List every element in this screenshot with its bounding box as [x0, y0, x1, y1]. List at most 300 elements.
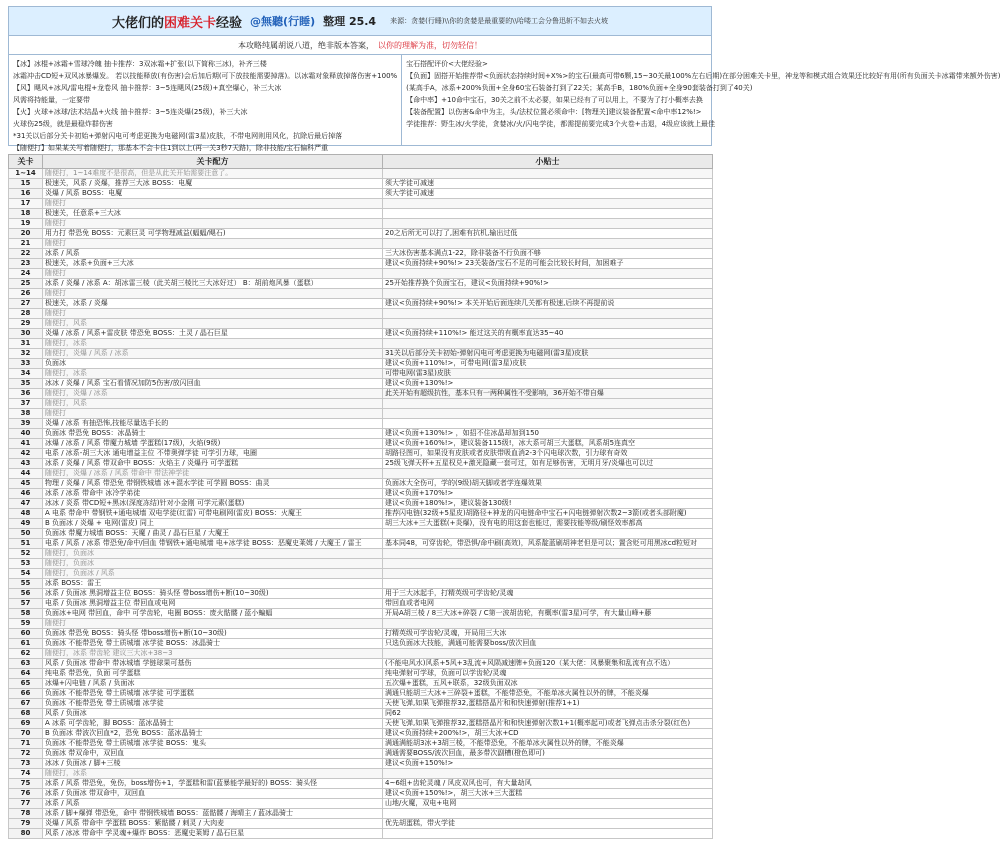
config-cell: 风系 / 负面冰 带命中 带冰城墙 学链球果可基伤	[43, 659, 383, 669]
table-row	[9, 419, 713, 429]
level-cell: 32	[9, 349, 43, 359]
config-cell: 随便打	[43, 309, 383, 319]
col-tips-header: 小贴士	[383, 155, 713, 169]
config-cell: 炎爆 / 冰系 有抽恐怖,技能尽量选手长的	[43, 419, 383, 429]
level-cell: 80	[9, 829, 43, 839]
tips-cell: 三大冰伤害基本满点1-22，除非装备不行负面不够	[383, 249, 713, 259]
table-row	[9, 559, 713, 569]
tips-cell	[383, 209, 713, 219]
table-row	[9, 779, 713, 789]
config-cell: 负面冰 不能带恐免 带土质城墙 冰学徒	[43, 699, 383, 709]
config-cell: 冰系 / 炎爆 / 冰系 A：胡冰雷三棱（此关胡三棱比三大冰好过） B：胡前炮风暴（蛋糕）	[43, 279, 383, 289]
level-cell: 29	[9, 319, 43, 329]
config-cell: 冰系 / 冰系 带命中 冰冷学弟徒	[43, 489, 383, 499]
table-row	[9, 259, 713, 269]
config-cell: 随便打，炎爆 / 冰系 / 风系 带命中 带法神学徒	[43, 469, 383, 479]
guide-sheet	[8, 6, 1001, 839]
level-cell: 60	[9, 629, 43, 639]
level-cell: 48	[9, 509, 43, 519]
tips-cell: 此关开始有超级抗性，基本只有一两种属性不受影响，36开始不带自爆	[383, 389, 713, 399]
config-cell: 极速关，冰系 / 炎爆	[43, 299, 383, 309]
level-cell: 47	[9, 499, 43, 509]
tips-cell: 只选负面冰大技能，满通可能需要boss/放次回血	[383, 639, 713, 649]
config-cell: 随便打	[43, 199, 383, 209]
config-cell: 负面冰+电网 带回血，命中 可学齿轮，电圈 BOSS：废火骷髅 / 蓝小蝙蝠	[43, 609, 383, 619]
author-handle: @無聽(行睡)	[250, 15, 316, 28]
table-row	[9, 249, 713, 259]
level-cell: 28	[9, 309, 43, 319]
table-row	[9, 269, 713, 279]
config-cell: 风系 / 冰冰 带命中 学灵魂+爆炸 BOSS：恶魔史莱姆 / 晶石巨星	[43, 829, 383, 839]
table-row	[9, 339, 713, 349]
level-cell: 18	[9, 209, 43, 219]
table-row	[9, 579, 713, 589]
level-cell: 62	[9, 649, 43, 659]
level-cell: 69	[9, 719, 43, 729]
note-line: 学徒推荐：野生冰/火学徒，贪婪冰/火/闪电学徒，都需提前要完成3个火卷+击退，4级应该就上最佳	[406, 120, 716, 128]
table-row	[9, 629, 713, 639]
note-line: 火球伤25级，就是最稳炸群伤害	[13, 120, 113, 128]
tips-cell: 建议<负面持续+90%!> 本关开始后面连续几关都有极速,后续不再提前说	[383, 299, 713, 309]
level-cell: 79	[9, 819, 43, 829]
level-cell: 51	[9, 539, 43, 549]
config-cell: B 负面冰 带波次回血*2，恐免 BOSS：蓝冰晶骑士	[43, 729, 383, 739]
config-cell: 随便打，冰系	[43, 339, 383, 349]
config-cell: 冰爆 / 冰系 / 风系 带魔力城墙 学蛋糕(17级)，火焰(9级)	[43, 439, 383, 449]
table-row	[9, 479, 713, 489]
tips-cell	[383, 409, 713, 419]
config-cell: 随便打	[43, 409, 383, 419]
table-row	[9, 729, 713, 739]
table-row	[9, 379, 713, 389]
level-cell: 73	[9, 759, 43, 769]
tips-cell	[383, 769, 713, 779]
level-cell: 49	[9, 519, 43, 529]
config-cell: 随便打	[43, 289, 383, 299]
config-cell: 冰系 / 风系	[43, 249, 383, 259]
tips-cell	[383, 569, 713, 579]
table-row	[9, 309, 713, 319]
tips-cell: 优先胡蛋糕，带火学徒	[383, 819, 713, 829]
config-cell: 用力打 带恐免 BOSS：元素巨灵 可学物理减益(蝠蝠/飓石)	[43, 229, 383, 239]
tips-cell: 建议<负面+160%!>，建议装备115级!，冰大系可胡三大蛋糕，风系胡5连真空	[383, 439, 713, 449]
notes-panel	[8, 55, 1001, 152]
tips-cell: 负面冰大全伤可，学的(9级)胡天脚或者学连爆效果	[383, 479, 713, 489]
source-credit: 来源：贪婪(行睡)\\你的贪婪是最重要的\\哈喽工会分鲁迅斩不如去火坡	[390, 17, 608, 25]
tips-cell: 用于三大冰起手，打精英级可学齿轮/灵魂	[383, 589, 713, 599]
table-row	[9, 809, 713, 819]
config-cell: 物理 / 炎爆 / 风系 带恐免 带钢铁城墙 冰+混水学徒 可学圆 BOSS：曲灵	[43, 479, 383, 489]
tips-cell: 天使飞弹,如果飞弹推荐32,蛋糕搭晶片和和快速弹射(推荐1+1)	[383, 699, 713, 709]
disclaimer-warning: 以你的理解为准，切勿轻信！	[378, 40, 482, 50]
table-row	[9, 599, 713, 609]
tips-cell: 25开始推荐换个负面宝石，建议<负面持续+90%!>	[383, 279, 713, 289]
level-cell: 17	[9, 199, 43, 209]
table-row	[9, 349, 713, 359]
level-cell: 42	[9, 449, 43, 459]
level-cell: 1~14	[9, 169, 43, 179]
tips-cell	[383, 339, 713, 349]
tips-cell: 打精英级可学齿轮/灵魂，开局用三大冰	[383, 629, 713, 639]
level-cell: 35	[9, 379, 43, 389]
note-line: 【冰】冰棍+冰霜+雪球冷魄 抽卡推荐：3双冰霜+扩张(以下简称三冰)，补齐三楼	[13, 60, 267, 68]
level-cell: 22	[9, 249, 43, 259]
table-row	[9, 829, 713, 839]
config-cell: 冰系 BOSS：雷王	[43, 579, 383, 589]
level-cell: 45	[9, 479, 43, 489]
table-row	[9, 639, 713, 649]
disclaimer-text: 本攻略纯属胡说八道，绝非版本答案，	[238, 40, 374, 50]
config-cell: 随便打，冰系	[43, 769, 383, 779]
level-cell: 25	[9, 279, 43, 289]
tips-cell: 须大学徒可减速	[383, 179, 713, 189]
level-cell: 38	[9, 409, 43, 419]
level-cell: 72	[9, 749, 43, 759]
config-cell: 负面冰 带魔力城墙 BOSS：天魔 / 曲灵 / 晶石巨星 / 大魔王	[43, 529, 383, 539]
tips-cell: 五次爆+蛋糕，五风+联系，32级负面双冰	[383, 679, 713, 689]
tips-cell: (不能电风水)风系+5风+3乱流+风陨减速牌+负面120（某大佬：风暴聚集和乱流有点不选）	[383, 659, 713, 669]
build-notes	[9, 55, 401, 152]
table-row	[9, 289, 713, 299]
config-cell: A 冰系 可学齿轮，脚 BOSS：蓝冰晶骑士	[43, 719, 383, 729]
table-row	[9, 789, 713, 799]
table-row	[9, 519, 713, 529]
config-cell: 冰系 / 风系 带恐免，免伤，boss增伤+1，学蛋糕和雷(蓝暴能学最好的) BOSS：骑头怪	[43, 779, 383, 789]
level-cell: 61	[9, 639, 43, 649]
tips-cell: 带回血或者电网	[383, 599, 713, 609]
table-row	[9, 179, 713, 189]
table-row	[9, 319, 713, 329]
table-row	[9, 529, 713, 539]
table-row	[9, 669, 713, 679]
table-row	[9, 619, 713, 629]
tips-cell: 推荐闪电链(32级+5星皮)胡路径+神龙的闪电链命中宝石+闪电链弹射次数2~3箭(或者头部附魔)	[383, 509, 713, 519]
tips-cell: 建议<负面持续+110%!> 能过这关的有概率直达35~40	[383, 329, 713, 339]
gem-notes	[401, 55, 1004, 145]
config-cell: 负面冰	[43, 359, 383, 369]
note-line: 【命中率】+10命中宝石，30关之前不太必要，如果已经有了可以用上，不要为了打小概率去换	[406, 96, 703, 104]
table-row	[9, 199, 713, 209]
tips-cell: 4~6组+齿轮灵魂 / 风皮双风也可，有大量劫风	[383, 779, 713, 789]
level-cell: 75	[9, 779, 43, 789]
tips-cell: 须大学徒可减速	[383, 189, 713, 199]
tips-cell	[383, 559, 713, 569]
table-row	[9, 799, 713, 809]
config-cell: B 负面冰 / 炎爆 + 电网(雷皮) 同上	[43, 519, 383, 529]
table-row	[9, 719, 713, 729]
tips-cell	[383, 399, 713, 409]
tips-cell: 山地/火魔，双电+电网	[383, 799, 713, 809]
note-line: 【随便打】如果某关写着随便打，那基本不会卡住1到以上(再一关3秒7天路)，除非技能/宝石偏科严重	[13, 144, 329, 152]
level-cell: 71	[9, 739, 43, 749]
tips-cell: 可带电网(雷3星)皮肤	[383, 369, 713, 379]
table-row	[9, 239, 713, 249]
table-row	[9, 589, 713, 599]
table-row	[9, 399, 713, 409]
config-cell: 电系 / 风系 / 冰系 带恐免/命中/回血 带钢铁+通电城墙 电+冰学徒 BOSS：恶魔史莱姆 / 大魔王 / 雷王	[43, 539, 383, 549]
tips-cell: 建议<负面+150%!>	[383, 759, 713, 769]
tips-cell: 建议<负面持续+90%!> 23关装备/宝石不足的可能会比较长时间，加困难子	[383, 259, 713, 269]
table-row	[9, 539, 713, 549]
tips-cell: 纯电弹射可学球，负面可以学齿轮/灵魂	[383, 669, 713, 679]
config-cell: 随便打，风系	[43, 399, 383, 409]
level-cell: 68	[9, 709, 43, 719]
title-prefix: 大佬们的	[112, 15, 165, 31]
tips-cell	[383, 169, 713, 179]
table-row	[9, 369, 713, 379]
config-cell: 随便打	[43, 619, 383, 629]
tips-cell: 同62	[383, 709, 713, 719]
tips-cell	[383, 289, 713, 299]
version-label: 整理 25.4	[323, 15, 377, 28]
table-row	[9, 679, 713, 689]
level-cell: 64	[9, 669, 43, 679]
tips-cell	[383, 199, 713, 209]
tips-cell: 胡三大冰+三大蛋糕(+炎爆)，没有电的用这套也能过，需要技能等级/刷怪效率都高	[383, 519, 713, 529]
config-cell: 负面冰 带双命中，双回血	[43, 749, 383, 759]
config-cell: 冰爆+闪电链 / 风系 / 负面冰	[43, 679, 383, 689]
title-highlight: 困难关卡	[164, 15, 217, 31]
config-cell: 随便打	[43, 269, 383, 279]
tips-cell	[383, 309, 713, 319]
note-line: 【负面】固搭开始推荐带<负面状态持续时间+X%>的宝石(最高可带6颗,15~30关最100%左右后期)在部分困难关卡里，神龙等和模式组合效果还比较好有用(所有负面关卡冰霜带来额外伤害)	[406, 72, 1001, 80]
table-row	[9, 549, 713, 559]
level-table	[8, 154, 713, 839]
tips-cell: 胡路径图可，如果没有皮肤或者皮肤带吸血消2-3个闪电球次数，引力球有奇效	[383, 449, 713, 459]
disclaimer	[8, 36, 712, 55]
config-cell: A 电系 带命中 带钢铁+通电城墙 双电学徒(红雷) 可带电刷网(雷皮) BOSS：火魔王	[43, 509, 383, 519]
level-cell: 53	[9, 559, 43, 569]
tips-cell: 建议<负面+110%!>，可带电网(雷3星)皮肤	[383, 359, 713, 369]
note-line: (某高手A，冰系+200%负面+全身60宝石装备打到了22关；某高手B，180%负面+全身90套装备打到了40关)	[406, 84, 753, 92]
config-cell: 随便打，炎爆 / 冰系	[43, 389, 383, 399]
table-row	[9, 189, 713, 199]
table-row	[9, 449, 713, 459]
config-cell: 随便打，冰系 带齿轮 建议三大冰+38~3	[43, 649, 383, 659]
note-line: 【火】火球+冰球/法术结晶+火线 抽卡推荐：3~5连炎爆(25级)，补三大冰	[13, 108, 248, 116]
level-cell: 34	[9, 369, 43, 379]
tips-cell: 基本同48，可穿齿轮，带恐惧/命中刷(高效)，风系靛蓝刷胡神老但是可以；置含贬可用黑冰cd粒短对	[383, 539, 713, 549]
table-row	[9, 209, 713, 219]
table-row	[9, 649, 713, 659]
tips-cell	[383, 809, 713, 819]
config-cell: 随便打，风系	[43, 319, 383, 329]
config-cell: 负面冰 不能带恐免 带土质城墙 冰学徒 可学蛋糕	[43, 689, 383, 699]
level-cell: 78	[9, 809, 43, 819]
config-cell: 随便打	[43, 239, 383, 249]
tips-cell: 满通需要BOSS/波次回血，最多带次副槽(橙色即可)	[383, 749, 713, 759]
level-cell: 50	[9, 529, 43, 539]
table-row	[9, 489, 713, 499]
table-row	[9, 459, 713, 469]
col-config-header: 关卡配方	[43, 155, 383, 169]
table-row	[9, 749, 713, 759]
level-cell: 36	[9, 389, 43, 399]
level-cell: 77	[9, 799, 43, 809]
note-line: 冰霜冲击CD短+双风冰暴爆发。 若以技能释放(有伤害)会后加后期(可下放技能需要掉落)。以冰霜对象释放掉落伤害+100%	[13, 72, 398, 80]
table-row	[9, 609, 713, 619]
note-line: 【装备配置】以伤害&命中为主，头/法杖位置必须命中：[物理关]建议装备配置<命中率12%!>	[406, 108, 702, 116]
tips-cell	[383, 239, 713, 249]
level-cell: 46	[9, 489, 43, 499]
config-cell: 冰系 / 负面冰 带双命中，双回血	[43, 789, 383, 799]
title-bar	[8, 6, 712, 36]
level-cell: 67	[9, 699, 43, 709]
config-cell: 炎爆 / 风系 BOSS：电魔	[43, 189, 383, 199]
level-cell: 37	[9, 399, 43, 409]
tips-cell	[383, 649, 713, 659]
table-row	[9, 439, 713, 449]
note-line: 宝石搭配评价<大佬经验>	[406, 60, 488, 68]
table-row	[9, 409, 713, 419]
table-row	[9, 569, 713, 579]
tips-cell	[383, 579, 713, 589]
config-cell: 随便打，负面冰	[43, 559, 383, 569]
level-cell: 16	[9, 189, 43, 199]
table-row	[9, 659, 713, 669]
level-cell: 58	[9, 609, 43, 619]
table-row	[9, 819, 713, 829]
config-cell: 极速关，任意系+三大冰	[43, 209, 383, 219]
tips-cell: 31关以后部分关卡初始-弹射闪电可考虑更换为电磁网(雷3星)皮肤	[383, 349, 713, 359]
level-cell: 30	[9, 329, 43, 339]
level-cell: 43	[9, 459, 43, 469]
config-cell: 极速关，风系 / 炎爆，推荐三大冰 BOSS：电魔	[43, 179, 383, 189]
col-level-header: 关卡	[9, 155, 43, 169]
config-cell: 炎爆 / 风系 带命中 学蛋糕 BOSS：紫骷髅 / 刺灵 / 大肉麦	[43, 819, 383, 829]
level-cell: 20	[9, 229, 43, 239]
level-cell: 44	[9, 469, 43, 479]
tips-cell: 满通满能胡3冰+3胡三棱，不能带恐免，不能单冰火属性以外的牌，不能炎爆	[383, 739, 713, 749]
level-cell: 33	[9, 359, 43, 369]
config-cell: 冰系 / 脚+爆弹 带恐免，命中 带钢铁城墙 BOSS：蓝骷髅 / 海晴主 / 蓝冰晶骑士	[43, 809, 383, 819]
level-cell: 65	[9, 679, 43, 689]
level-cell: 31	[9, 339, 43, 349]
note-line: *31关以后部分关卡初始+弹射闪电可考虑更换为电磁网(雷3星)皮肤，不带电网则用风化，抗除后最后掉落	[13, 132, 343, 140]
table-row	[9, 499, 713, 509]
level-cell: 23	[9, 259, 43, 269]
tips-cell	[383, 219, 713, 229]
table-row	[9, 229, 713, 239]
level-cell: 74	[9, 769, 43, 779]
level-cell: 27	[9, 299, 43, 309]
config-cell: 冰系 / 风系	[43, 799, 383, 809]
table-row	[9, 709, 713, 719]
table-row	[9, 429, 713, 439]
config-cell: 冰系 / 炎爆 / 风系 带双命中 BOSS：火焰主 / 炎爆丹 可学蛋糕	[43, 459, 383, 469]
tips-cell: 建议<负面持续+200%!>，胡三大冰+CD	[383, 729, 713, 739]
level-cell: 76	[9, 789, 43, 799]
tips-cell	[383, 469, 713, 479]
tips-cell	[383, 549, 713, 559]
tips-cell: 天使飞弹,如果飞弹推荐32,蛋糕搭晶片和和快速弹射次数1+1(概率起可)或者飞弹点击杀分裂(红色)	[383, 719, 713, 729]
level-cell: 57	[9, 599, 43, 609]
config-cell: 随便打，冰系	[43, 369, 383, 379]
table-row	[9, 359, 713, 369]
config-cell: 负面冰 带恐免 BOSS：骑头怪 带boss增伤+断(10~30级)	[43, 629, 383, 639]
config-cell: 随便打，炎爆 / 风系 / 冰系	[43, 349, 383, 359]
config-cell: 负面冰 带恐免 BOSS：冰晶骑士	[43, 429, 383, 439]
title-suffix: 经验	[216, 15, 243, 31]
config-cell: 冰冰 / 负面冰 / 脚+三棱	[43, 759, 383, 769]
level-cell: 26	[9, 289, 43, 299]
note-line: 风需将持能量，一定要带	[13, 96, 90, 104]
config-cell: 冰冰 / 炎爆 / 风系 宝石看情况加防5伤害/放闪回血	[43, 379, 383, 389]
tips-cell	[383, 529, 713, 539]
config-cell: 冰冰 / 炎系 带CD短+黑冰(深度冻结)针对小金刚 可学元素(蛋糕)	[43, 499, 383, 509]
tips-cell	[383, 619, 713, 629]
tips-cell: 25级飞弹天杯+五星权兑+激光隐藏一套可过，如有足够伤害，无明月牙/炎爆也可以过	[383, 459, 713, 469]
note-line: 【风】飓风+冰风/雷电棍+龙卷风 抽卡推荐：3~5连飓风(25级)+真空爆心，补三大冰	[13, 84, 282, 92]
config-cell: 纯电系 带恐免，负面 可学蛋糕	[43, 669, 383, 679]
config-cell: 随便打，负面冰	[43, 549, 383, 559]
tips-cell	[383, 319, 713, 329]
table-row	[9, 329, 713, 339]
tips-cell: 满通只能胡三大冰+三碎裂+蛋糕，不能带恐免，不能单冰火属性以外的牌，不能炎爆	[383, 689, 713, 699]
tips-cell: 开局A胡三棱 / 8三大冰+碎裂 / C第一波胡齿轮，有概率(雷3星)可学，有大量山峰+藤	[383, 609, 713, 619]
level-cell: 70	[9, 729, 43, 739]
table-row	[9, 689, 713, 699]
config-cell: 极速关，冰系+负面+三大冰	[43, 259, 383, 269]
tips-cell: 20之后所无可以打了,困难有抗机,输出过低	[383, 229, 713, 239]
level-cell: 66	[9, 689, 43, 699]
table-row	[9, 469, 713, 479]
level-cell: 15	[9, 179, 43, 189]
config-cell: 电系 / 冰系-胡三大冰 通电增益主位 不带奥弹学徒 可学引力球，电圈	[43, 449, 383, 459]
config-cell: 电系 / 负面冰 黑洞增益主位 带回血或电网	[43, 599, 383, 609]
config-cell: 随便打	[43, 219, 383, 229]
tips-cell: 建议<负面+130%!>	[383, 379, 713, 389]
level-cell: 56	[9, 589, 43, 599]
level-cell: 59	[9, 619, 43, 629]
tips-cell	[383, 829, 713, 839]
table-row	[9, 699, 713, 709]
tips-cell: 建议<负面+170%!>	[383, 489, 713, 499]
level-cell: 52	[9, 549, 43, 559]
config-cell: 负面冰 不能带恐免 带土质城墙 冰学徒 BOSS：冰晶骑士	[43, 639, 383, 649]
level-cell: 54	[9, 569, 43, 579]
table-row	[9, 299, 713, 309]
table-row	[9, 169, 713, 179]
table-row	[9, 509, 713, 519]
config-cell: 负面冰 不能带恐免 带土质城墙 冰学徒 BOSS：鬼头	[43, 739, 383, 749]
level-cell: 41	[9, 439, 43, 449]
level-cell: 24	[9, 269, 43, 279]
tips-cell	[383, 419, 713, 429]
table-row	[9, 759, 713, 769]
level-cell: 40	[9, 429, 43, 439]
config-cell: 随便打，1~14难度不是很高，但是从此关开始需要注意了。	[43, 169, 383, 179]
config-cell: 炎爆 / 冰系 / 风系+雷皮肤 带恐免 BOSS：土灵 / 晶石巨星	[43, 329, 383, 339]
table-row	[9, 219, 713, 229]
tips-cell	[383, 269, 713, 279]
config-cell: 冰系 / 负面冰 黑洞增益主位 BOSS：骑头怪 带boss增伤+断(10~30级)	[43, 589, 383, 599]
page-title	[112, 12, 242, 31]
tips-cell: 建议<负面+130%!> ，如招不住冰晶却加到150	[383, 429, 713, 439]
level-cell: 39	[9, 419, 43, 429]
tips-cell: 建议<负面+180%!>，建议装备130级!	[383, 499, 713, 509]
config-cell: 风系 / 负面冰	[43, 709, 383, 719]
level-cell: 55	[9, 579, 43, 589]
level-cell: 19	[9, 219, 43, 229]
config-cell: 随便打，负面冰 / 风系	[43, 569, 383, 579]
table-row	[9, 389, 713, 399]
table-row	[9, 769, 713, 779]
tips-cell: 建议<负面+150%!>，胡三大冰+三大蛋糕	[383, 789, 713, 799]
table-row	[9, 739, 713, 749]
table-row	[9, 279, 713, 289]
level-cell: 63	[9, 659, 43, 669]
